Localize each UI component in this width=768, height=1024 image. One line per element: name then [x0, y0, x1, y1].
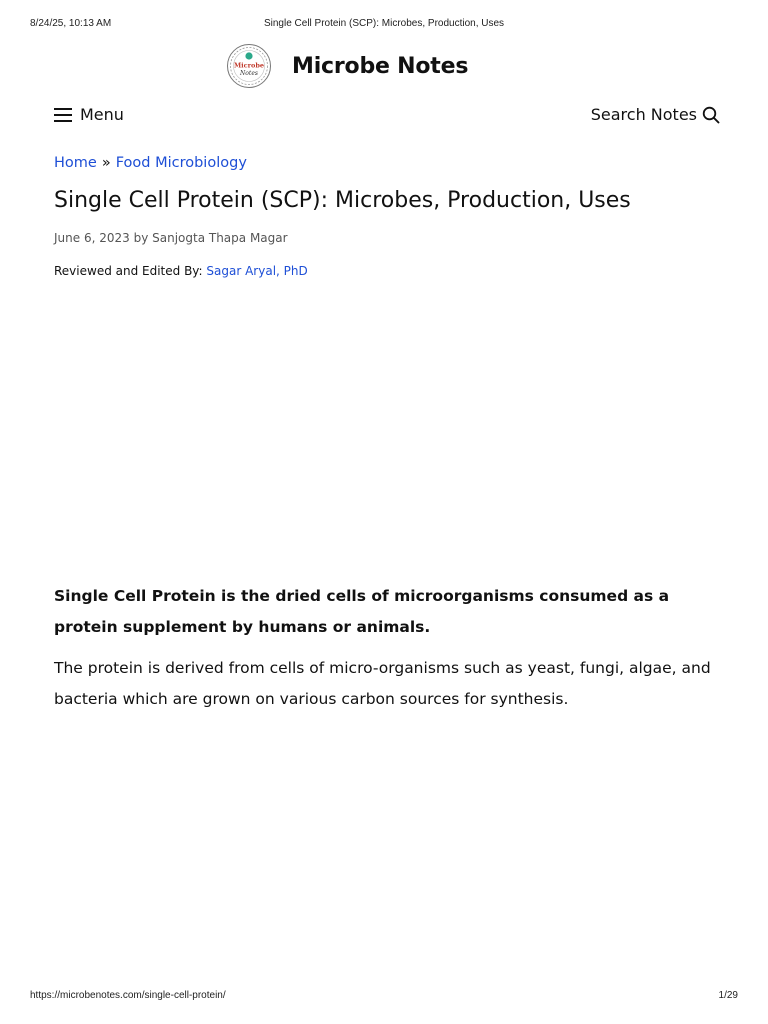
print-document-title: Single Cell Protein (SCP): Microbes, Production, Uses	[263, 18, 505, 29]
site-name[interactable]: Microbe Notes	[292, 53, 469, 79]
breadcrumb-category-link[interactable]: Food Microbiology	[115, 155, 247, 171]
reviewer-link[interactable]: Sagar Aryal, PhD	[206, 264, 308, 278]
menu-label[interactable]: Menu	[80, 105, 124, 124]
print-page-number: 1/29	[718, 990, 738, 1001]
search-notes-label[interactable]: Search Notes	[590, 105, 697, 124]
breadcrumb-separator: »	[101, 155, 111, 171]
dna-circle-logo-icon[interactable]	[226, 43, 272, 89]
article-byline	[54, 231, 288, 245]
print-footer	[30, 990, 738, 1004]
article-content	[54, 581, 714, 715]
breadcrumb-home-link[interactable]: Home	[54, 155, 97, 171]
breadcrumb	[54, 155, 247, 171]
byline-by: by	[133, 231, 149, 245]
print-datetime: 8/24/25, 10:13 AM	[30, 18, 112, 29]
reviewed-prefix: Reviewed and Edited By:	[54, 264, 203, 278]
logo-text-bottom: Notes	[240, 70, 258, 77]
print-url: https://microbenotes.com/single-cell-protein/	[30, 990, 226, 1001]
search-notes-button[interactable]	[591, 105, 720, 124]
hamburger-icon[interactable]	[54, 108, 72, 122]
publish-date: June 6, 2023	[54, 231, 130, 245]
print-header	[30, 18, 738, 34]
reviewed-by	[54, 264, 308, 278]
menu-button[interactable]	[54, 105, 124, 124]
article-lead: Single Cell Protein is the dried cells of microorganisms consumed as a protein supplement by humans or animals.	[54, 587, 670, 636]
site-brand[interactable]	[226, 42, 468, 90]
page-title: Single Cell Protein (SCP): Microbes, Production, Uses	[54, 188, 631, 213]
logo-text-top: Microbe	[233, 61, 265, 70]
search-icon[interactable]	[702, 106, 720, 124]
article-paragraph: The protein is derived from cells of micro-organisms such as yeast, fungi, algae, and bacteria which are grown on various carbon sources for synthesis.	[54, 659, 711, 708]
author-name: Sanjogta Thapa Magar	[152, 231, 288, 245]
